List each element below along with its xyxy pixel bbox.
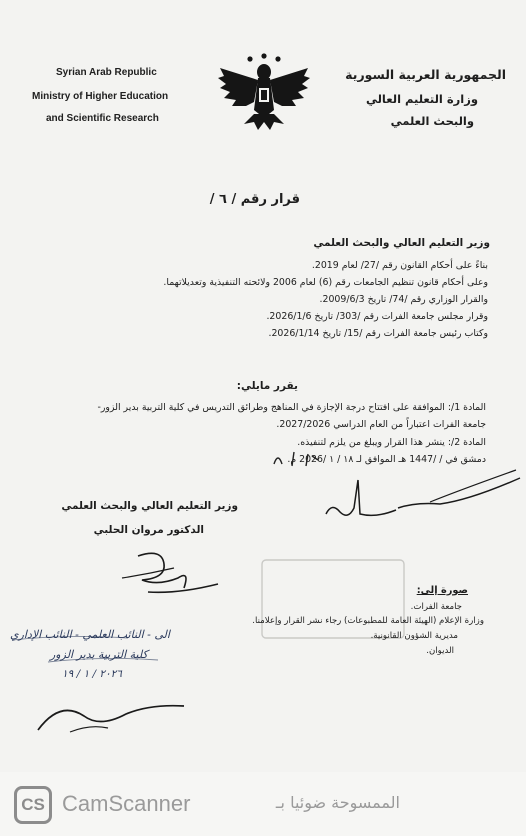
camscanner-logo-icon: CS [14, 786, 52, 824]
preamble-line-4: وقرار مجلس جامعة الفرات رقم /303/ تاريخ 2026/1/6. [266, 311, 488, 322]
camscanner-brand: CamScanner [62, 791, 191, 816]
copies-heading: صورة إلى: [416, 585, 468, 596]
preamble-line-2: وعلى أحكام قانون تنظيم الجامعات رقم (6) لعام 2006 ولائحته التنفيذية وتعديلاتهما. [163, 277, 488, 288]
minister-heading: وزير التعليم العالي والبحث العلمي [313, 237, 490, 249]
header-en-line-1: Syrian Arab Republic [56, 67, 157, 78]
copies-item-3: مديرية الشؤون القانونية. [370, 631, 458, 641]
handwritten-note-line-3: ٢٠٢٦ / ١ / ١٩ [62, 668, 122, 680]
signature-scribble-icon [118, 548, 228, 598]
header-en-line-3: and Scientific Research [46, 113, 159, 124]
article-1-line-1: المادة 1/: الموافقة على افتتاح درجة الإجازة في المناهج وطرائق التدريس في كلية التربية بدير الزور- [97, 402, 486, 413]
preamble-line-5: وكتاب رئيس جامعة الفرات رقم /15/ تاريخ 2026/1/14. [268, 328, 488, 339]
copies-item-1: جامعة الفرات. [410, 602, 462, 612]
article-2: المادة 2/: ينشر هذا القرار ويبلغ من يلزم لتنفيذه. [297, 437, 486, 448]
handwritten-date-marks-icon [268, 448, 328, 470]
eagle-emblem-icon [214, 52, 314, 134]
camscanner-arabic-label: الممسوحة ضوئيا بـ [275, 793, 400, 812]
signature-title: وزير التعليم العالي والبحث العلمي [61, 500, 238, 512]
signature-name: الدكتور مروان الحلبي [93, 524, 204, 536]
handwritten-note-line-1: الى - النائب العلمي - النائب الإداري [10, 628, 170, 641]
minister-signature-icon [320, 462, 526, 534]
handwritten-note-line-2: كلية التربية بدير الزور [50, 648, 148, 661]
header-ar-line-2: وزارة التعليم العالي [365, 92, 478, 106]
article-1-line-2: جامعة الفرات اعتباراً من العام الدراسي 2027/2026. [276, 419, 486, 430]
handwritten-ink-strokes-icon [8, 620, 218, 682]
faint-stamp-icon [258, 556, 408, 642]
preamble-line-1: بناءً على أحكام القانون رقم /27/ لعام 2019. [311, 260, 488, 271]
date-line: دمشق في / /1447 هـ الموافق لـ ١٨ / ١ /2026 م. [287, 454, 486, 465]
bottom-signature-icon [30, 694, 190, 740]
decision-title: قرار رقم / ٦ / [209, 192, 300, 207]
preamble-line-3: والقرار الوزاري رقم /74/ تاريخ 2009/6/3. [319, 294, 488, 305]
header-ar-line-1: الجمهورية العربية السورية [345, 67, 506, 82]
copies-item-4: الديوان. [426, 646, 454, 656]
header-en-line-2: Ministry of Higher Education [32, 91, 169, 102]
decides-heading: يقرر مايلي: [236, 380, 298, 392]
header-ar-line-3: والبحث العلمي [390, 114, 474, 128]
copies-item-2: وزارة الإعلام (الهيئة العامة للمطبوعات) رجاء نشر القرار وإعلامنا. [252, 616, 484, 626]
